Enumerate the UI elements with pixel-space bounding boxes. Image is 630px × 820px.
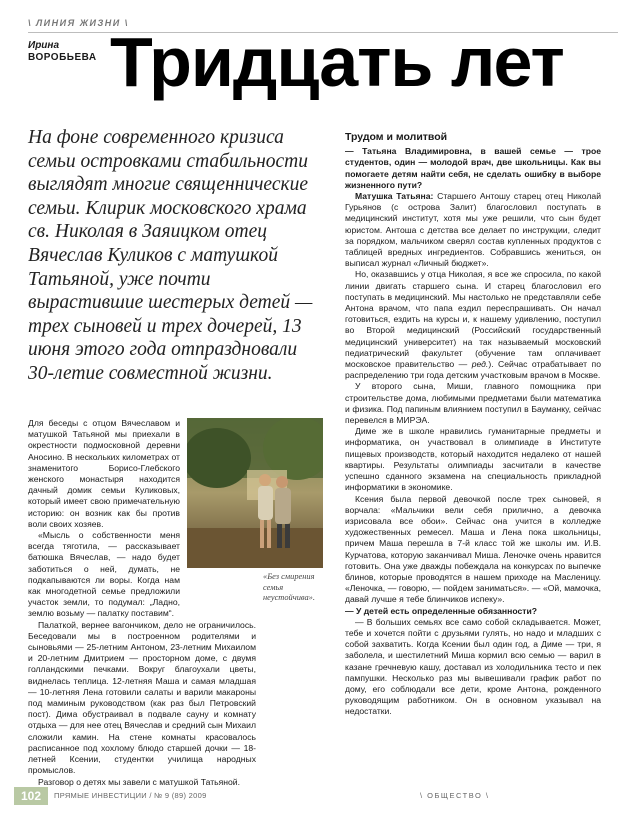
answer-paragraph-1 bbox=[345, 191, 601, 269]
speaker-label: Матушка Татьяна: bbox=[355, 191, 434, 202]
answer-paragraph-2 bbox=[345, 269, 601, 381]
footer-magazine: ПРЯМЫЕ ИНВЕСТИЦИИ / № 9 (89) 2009 bbox=[54, 791, 207, 800]
lead-paragraph: На фоне современного кризиса семьи островками стабильности выглядят многие священнические семьи. Клирик московского храма св. Николая в Заяицком отец Вячеслав Куликов с матушкой Татьяной, уже почти вырастившие шестерых детей — трех сыновей и трех дочерей, 13 июня этого года отпраздновали 30-летие совместной жизни. bbox=[28, 127, 313, 384]
answer-text-2a: Но, оказавшись у отца Николая, я все же спросила, по какой линии двигать старшего сына. И старец благословил его поступать в медицинский. Мы настолько не представляли себе Антона врачом, что папа ездил переспрашивать. Он начал готовиться, ездить на курсы и, к нашему удивлению, поступил во Второй медицинский (Российский государственный медицинский университет) на так называемый московский педиатрический факультет (обучение там оплачивает московское правительство — bbox=[345, 269, 601, 370]
interview-question-1: — Татьяна Владимировна, в вашей семье — трое студентов, один — молодой врач, две школьницы. Как вы помогаете детям найти себя, не сделать ошибку в выборе жизненного пути? bbox=[345, 146, 601, 190]
answer-paragraph-6: — В больших семьях все само собой складывается. Может, тебе и хочется пойти с друзьями гулять, но надо и младших с собой захватить. Когда Ксении был один год, а Диме — три, я заболела, и шестилетний Миша кормил всю семью — варил в казане гречневую кашу, доставал из холодильника тесто и пек пампушки. Несколько раз мы вывешивали график работ по дому, его соблюдали все дети, кроме Антона, рожденного руководящим работником. Он в основном указывал на недостатки. bbox=[345, 616, 601, 717]
answer-paragraph-4: Диме же в школе нравились гуманитарные предметы и информатика, он участвовал в олимпиаде в Институте пищевых производств, который находится недалеко от нашей квартиры. Результаты олимпиады засчитали в качестве успешно сданного экзамена на специальность прикладной информатики в экономике. bbox=[345, 426, 601, 493]
right-column bbox=[345, 132, 601, 718]
left-paragraph-3: Палаткой, вернее вагончиком, дело не ограничилось. Беседовали мы в построенном родителями и сыновьями — 25-летним Антоном, 23-летним Михаилом и 20-летним Дмитрием — просторном доме, с двумя голландскими печками. Вокруг благоухали цветы, виднелась теплица. 12-летняя Маша и самая младшая — 10-летняя Лена готовили салаты и варили макароны под маминым руководством (как раз был Петровский пост). Дима обустраивал в подвале сауну и комнату отдыха — для нее отец Вячеслав и средний сын Михаил сложили камин. На стене комнаты красовалось расписанное под хохлому блюдо старшей дочки — 18-летней Ксении, студентки училища народных промыслов. bbox=[28, 619, 256, 776]
footer-section: \ ОБЩЕСТВО \ bbox=[420, 791, 490, 800]
answer-text-2b: ). Сейчас отрабатывает по распределению три года детским участковым врачом в Москве. bbox=[345, 359, 601, 381]
author-first-name: Ирина bbox=[28, 40, 60, 51]
left-column bbox=[28, 418, 256, 788]
interview-question-2: — У детей есть определенные обязанности? bbox=[345, 605, 537, 616]
section-heading: Трудом и молитвой bbox=[345, 131, 448, 143]
answer-paragraph-5: Ксения была первой девочкой после трех сыновей, я ворчала: «Мальчики вели себя прилично, а девочка изрисовала все обои». Сейчас она учится в колледже художественных ремесел. Маша и Лена пока школьницы, причем Маша перешла в 7-й класс той же школы им. И.В. Курчатова, которую заканчивал Миша. Леночке очень нравится готовить. Она уже дважды побеждала на конкурсах по выпечке блинов, которые проводятся в нашем приходе на Масленицу. «Леночка, — говорю, — пойдем заниматься». — «Ой, мамочка, давай лучше я тебе блинчиков испеку». bbox=[345, 493, 601, 605]
page-number: 102 bbox=[14, 787, 48, 805]
author-byline bbox=[28, 40, 97, 64]
photo-caption: «Без смирения семья неустойчива». bbox=[263, 572, 315, 602]
headline: Тридцать лет bbox=[110, 23, 564, 101]
left-column-wrap bbox=[28, 418, 180, 620]
left-paragraph-1: Для беседы с отцом Вячеславом и матушкой Татьяной мы приехали в окрестности подмосковной деревни Аносино. В нескольких километрах от знаменитого Борисо-Глебского женского монастыря находится дачный домик семьи Куликовых, который имеет свою примечательную историю: он возник как бы против воли своих хозяев. bbox=[28, 418, 180, 529]
answer-paragraph-3: У второго сына, Миши, главного помощника при строительстве дома, любимыми предметами были математика и физика. Под папиным влиянием поступил в Бауманку, сейчас перевелся в МИРЭА. bbox=[345, 381, 601, 426]
left-paragraph-2-start bbox=[28, 530, 180, 620]
editor-note: ред. bbox=[471, 359, 489, 370]
left-paragraph-4: Разговор о детях мы завели с матушкой Татьяной. bbox=[38, 776, 240, 787]
author-last-name: ВОРОБЬЕВА bbox=[28, 52, 97, 63]
left-paragraph-2: «Мысль о собственности меня всегда тяготила, — рассказывает батюшка Вячеслав, — надо будет заботиться о ней, думать, не подкапываются ли воры. Когда нам как многодетной семье предложили участок земли, то подумал: „Ладно, землю возьму — палатку поставим“. bbox=[28, 530, 180, 619]
rubric: \ ЛИНИЯ ЖИЗНИ \ bbox=[28, 18, 129, 28]
answer-text-1: Старшего Антошу старец отец Николай Гурьянов (с острова Залит) благословил поступать в медицинский институт, хотя мы уже решили, что сын будет юристом. Антоша с детства все делает по инструкции, следит за порядком, мальчиком сверял состав купленных продуктов с таблицей вредных ингредиентов. Собравшись жениться, он выписал журнал «Личный бюджет». bbox=[345, 191, 601, 269]
